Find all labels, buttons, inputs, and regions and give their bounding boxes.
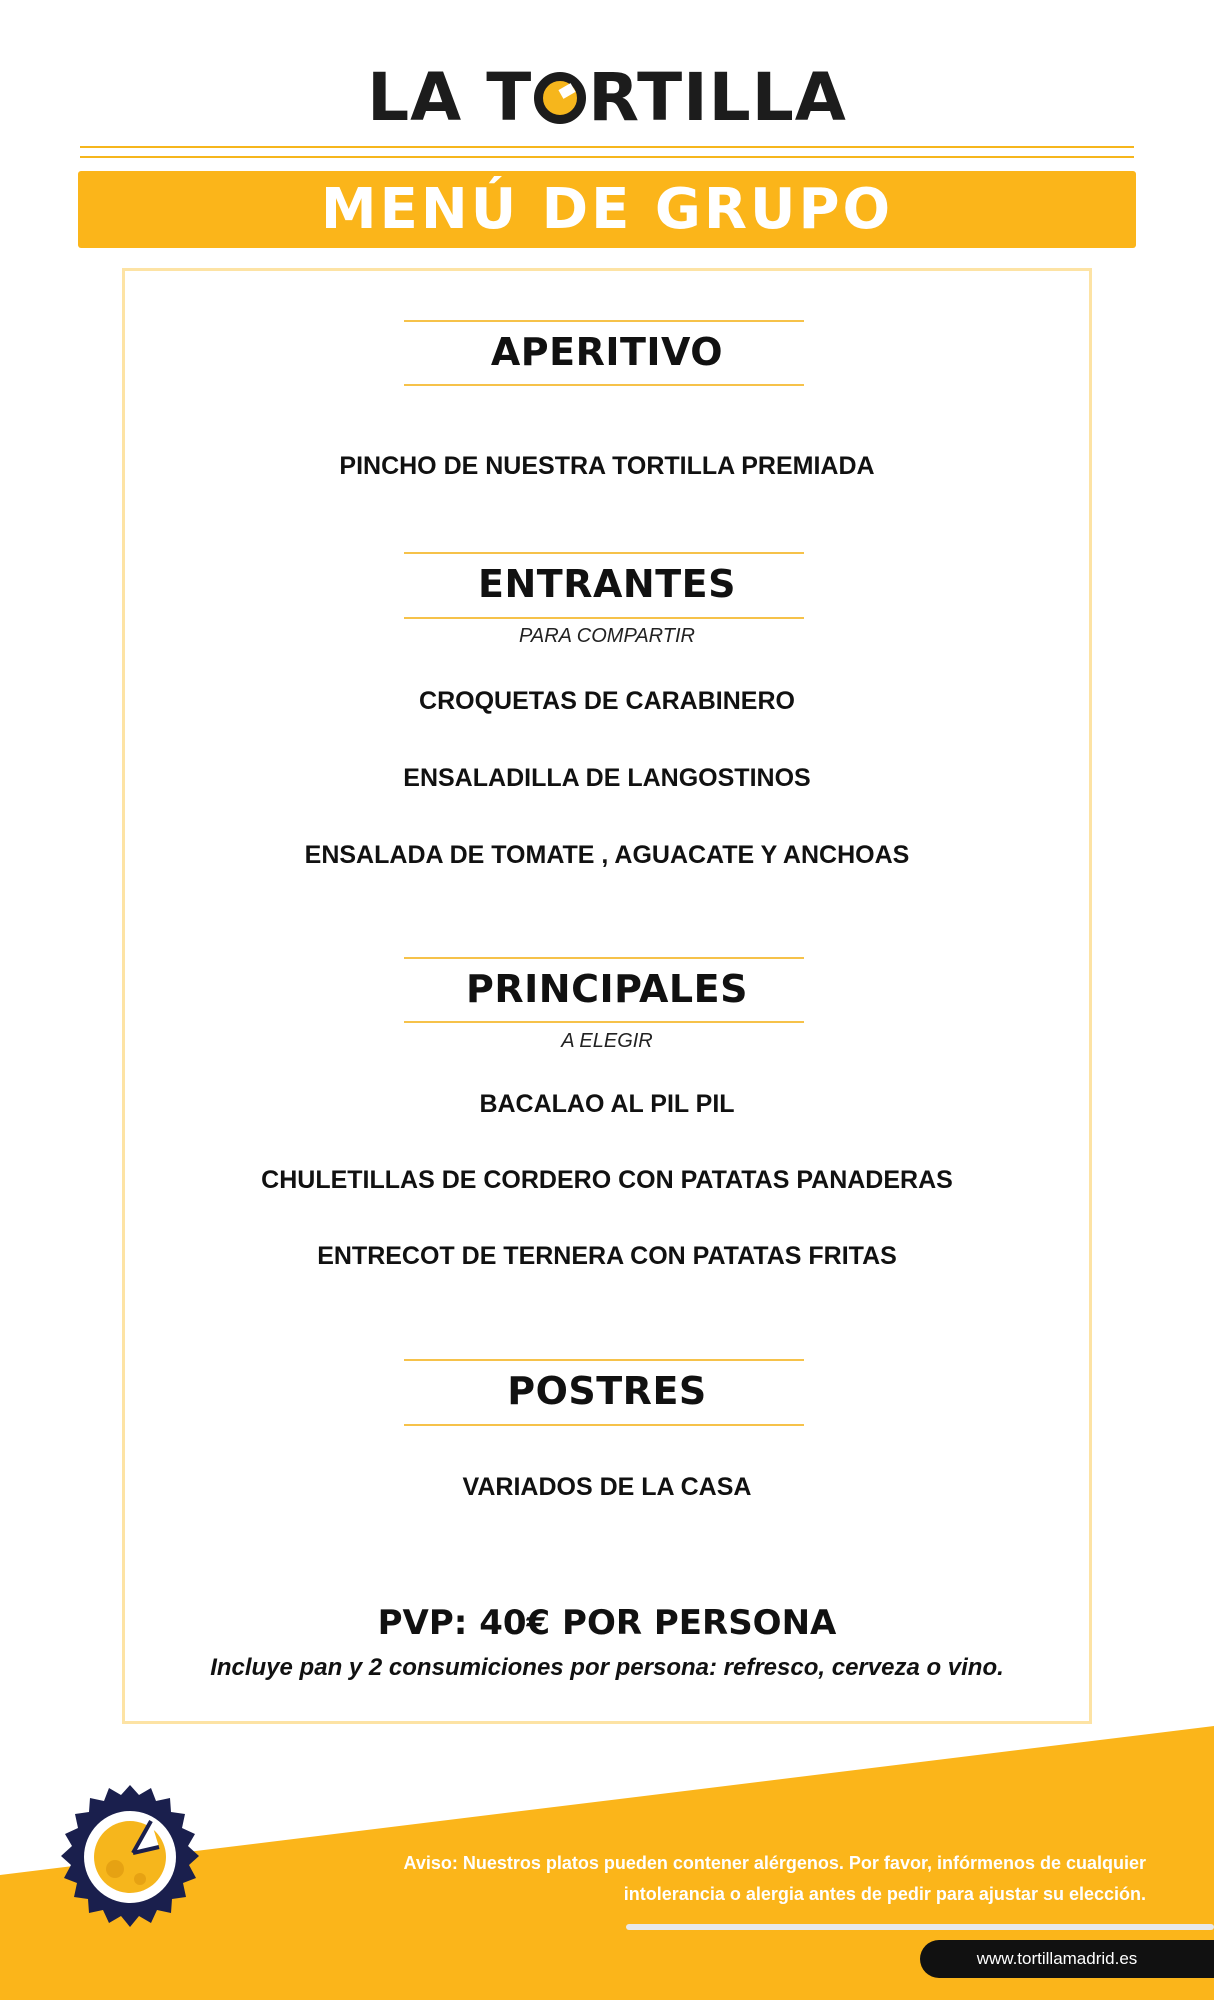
menu-title-banner [78, 171, 1136, 248]
website-link[interactable]: www.tortillamadrid.es [920, 1940, 1214, 1978]
allergen-notice [246, 1848, 1146, 1910]
section-title-aperitivo: APERITIVO [490, 330, 724, 374]
badge-tortilla [94, 1821, 166, 1893]
badge-spot [134, 1873, 146, 1885]
section-title-entrantes: ENTRANTES [478, 562, 736, 606]
section-rule [404, 552, 804, 554]
menu-item: ENSALADA DE TOMATE , AGUACATE Y ANCHOAS [304, 841, 910, 869]
brand-logo [0, 58, 1214, 138]
footer-divider [626, 1924, 1214, 1930]
menu-title: MENÚ DE GRUPO [320, 177, 894, 242]
section-rule [404, 1424, 804, 1426]
menu-item: PINCHO DE NUESTRA TORTILLA PREMIADA [339, 452, 875, 480]
menu-item: VARIADOS DE LA CASA [462, 1473, 752, 1501]
header-rule-bottom [80, 156, 1134, 158]
allergen-notice-line: Aviso: Nuestros platos pueden contener alérgenos. Por favor, infórmenos de cualquier [403, 1853, 1146, 1873]
section-rule [404, 384, 804, 386]
section-rule [404, 957, 804, 959]
menu-item: BACALAO AL PIL PIL [479, 1090, 735, 1118]
section-rule [404, 1359, 804, 1361]
section-title-postres: POSTRES [507, 1369, 707, 1413]
section-title-principales: PRINCIPALES [466, 967, 748, 1011]
menu-item: ENSALADILLA DE LANGOSTINOS [403, 764, 811, 792]
section-rule [404, 320, 804, 322]
badge-spot [106, 1860, 124, 1878]
tortilla-badge-icon [55, 1783, 205, 1933]
section-subtitle-principales: A ELEGIR [561, 1030, 653, 1052]
price-includes-note: Incluye pan y 2 consumiciones por persona: refresco, cerveza o vino. [210, 1654, 1004, 1681]
tortilla-o-icon [534, 72, 586, 124]
allergen-notice-line: intolerancia o alergia antes de pedir para ajustar su elección. [623, 1884, 1146, 1904]
price-per-person: PVP: 40€ POR PERSONA [377, 1603, 837, 1643]
menu-item: CHULETILLAS DE CORDERO CON PATATAS PANADERAS [261, 1166, 953, 1194]
section-rule [404, 1021, 804, 1023]
section-subtitle-entrantes: PARA COMPARTIR [519, 625, 695, 647]
menu-item: ENTRECOT DE TERNERA CON PATATAS FRITAS [317, 1242, 897, 1270]
menu-item: CROQUETAS DE CARABINERO [419, 687, 795, 715]
section-rule [404, 617, 804, 619]
header-rule-top [80, 146, 1134, 148]
badge-graphic [55, 1783, 205, 1933]
logo-text-start: LA T [367, 59, 533, 136]
logo-text-end: RTILLA [588, 59, 847, 136]
